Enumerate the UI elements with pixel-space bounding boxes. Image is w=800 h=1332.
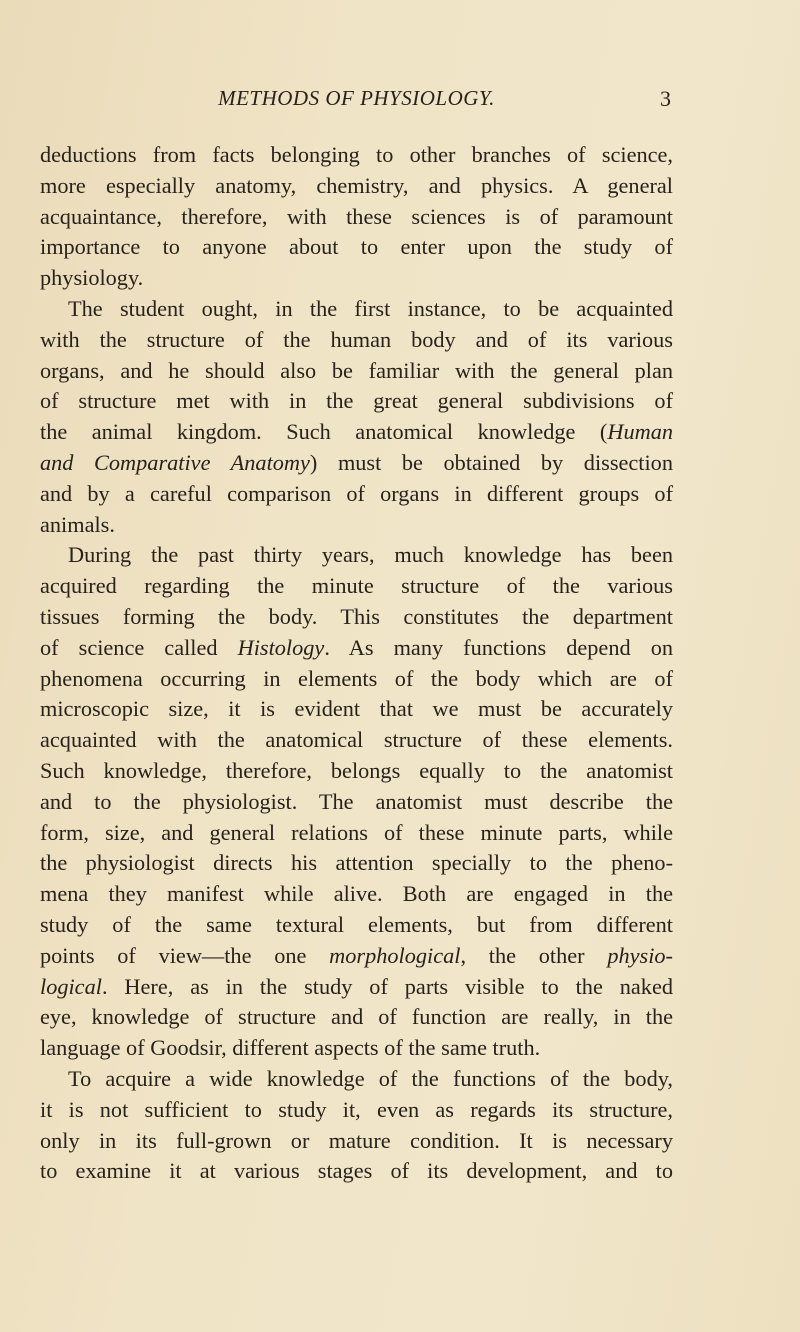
text-segment: . Here, as in the study of parts visible to the naked [101,973,673,999]
text-segment: importance to anyone about to enter upon the study of [40,234,673,260]
text-line [40,417,673,448]
paragraph [40,540,673,1064]
text-segment: and by a careful comparison of organs in different groups of [40,480,673,506]
text-segment: acquainted with the anatomical structure of these elements. [40,727,673,753]
running-title: METHODS OF PHYSIOLOGY. [218,86,495,110]
text-line [40,140,673,171]
text-line [40,571,673,602]
text-segment: organs, and he should also be familiar with the general plan [40,357,673,383]
text-segment: of structure met with in the great general subdivisions of [40,388,673,414]
text-segment: mena they manifest while alive. Both are engaged in the [40,881,673,907]
text-segment: During the past thirty years, much knowledge has been [68,542,673,568]
text-line [40,171,673,202]
paragraph [40,294,673,540]
text-line [40,448,673,479]
text-line [40,479,673,510]
italic-text: physio- [607,942,673,968]
text-line [40,848,673,879]
text-line [40,1095,673,1126]
text-line [40,202,673,233]
text-line [40,664,673,695]
text-line [40,633,673,664]
paragraph [40,1064,673,1187]
text-line [40,1156,673,1187]
text-segment: acquaintance, therefore, with these sciences is of paramount [40,203,673,229]
italic-text: Histology [237,634,325,660]
text-line [40,787,673,818]
text-line [40,1002,673,1033]
text-line [40,725,673,756]
paragraph [40,140,673,294]
text-segment: , the other [460,942,608,968]
text-segment: more especially anatomy, chemistry, and physics. A general [40,172,673,198]
text-segment: deductions from facts belonging to other branches of science, [40,142,673,167]
text-segment: eye, knowledge of structure and of function are really, in the [40,1004,673,1030]
text-segment: microscopic size, it is evident that we must be accurately [40,696,673,722]
text-line [40,294,673,325]
text-segment: language of Goodsir, different aspects of the same truth. [40,1035,541,1061]
text-segment: of science called [40,634,238,660]
text-line [40,510,673,541]
text-segment: points of view—the one [40,942,330,968]
text-line [40,540,673,571]
text-segment: To acquire a wide knowledge of the functions of the body, [68,1065,673,1091]
text-segment: tissues forming the body. This constitutes the department [40,603,673,629]
text-line [40,232,673,263]
text-segment: animals. [40,511,115,537]
text-segment: phenomena occurring in elements of the body which are of [40,665,673,691]
text-line [40,602,673,633]
italic-text: Human [607,419,673,445]
text-segment: and to the physiologist. The anatomist must describe the [40,788,673,814]
text-line [40,386,673,417]
text-line [40,910,673,941]
italic-text: logical [40,973,102,999]
text-line [40,1064,673,1095]
text-segment: Such knowledge, therefore, belongs equally to the anatomist [40,757,673,783]
italic-text: morphological [329,942,461,968]
italic-text: and Comparative Anatomy [40,449,310,475]
page-header [40,86,673,118]
text-segment: with the structure of the human body and of its various [40,326,673,352]
text-segment: the animal kingdom. Such anatomical knowledge ( [40,419,608,445]
text-segment: study of the same textural elements, but from different [40,911,673,937]
text-segment: form, size, and general relations of these minute parts, while [40,819,673,845]
text-segment: acquired regarding the minute structure of the various [40,573,673,599]
text-segment: only in its full-grown or mature condition. It is necessary [40,1127,673,1153]
text-segment: it is not sufficient to study it, even as regards its structure, [40,1096,673,1122]
text-line [40,356,673,387]
text-line [40,1126,673,1157]
page-number: 3 [660,86,671,111]
text-segment: to examine it at various stages of its development, and to [40,1158,673,1184]
text-line [40,1033,673,1064]
text-line [40,818,673,849]
text-line [40,694,673,725]
text-segment: physiology. [40,265,144,291]
text-line [40,325,673,356]
body-text [40,140,673,1187]
text-segment: the physiologist directs his attention specially to the pheno- [40,850,673,876]
text-line [40,756,673,787]
text-line [40,879,673,910]
text-line [40,941,673,972]
text-segment: ) must be obtained by dissection [309,449,673,475]
text-segment: . As many functions depend on [324,634,673,660]
text-line [40,972,673,1003]
text-line [40,263,673,294]
text-segment: The student ought, in the first instance, to be acquainted [68,295,673,321]
